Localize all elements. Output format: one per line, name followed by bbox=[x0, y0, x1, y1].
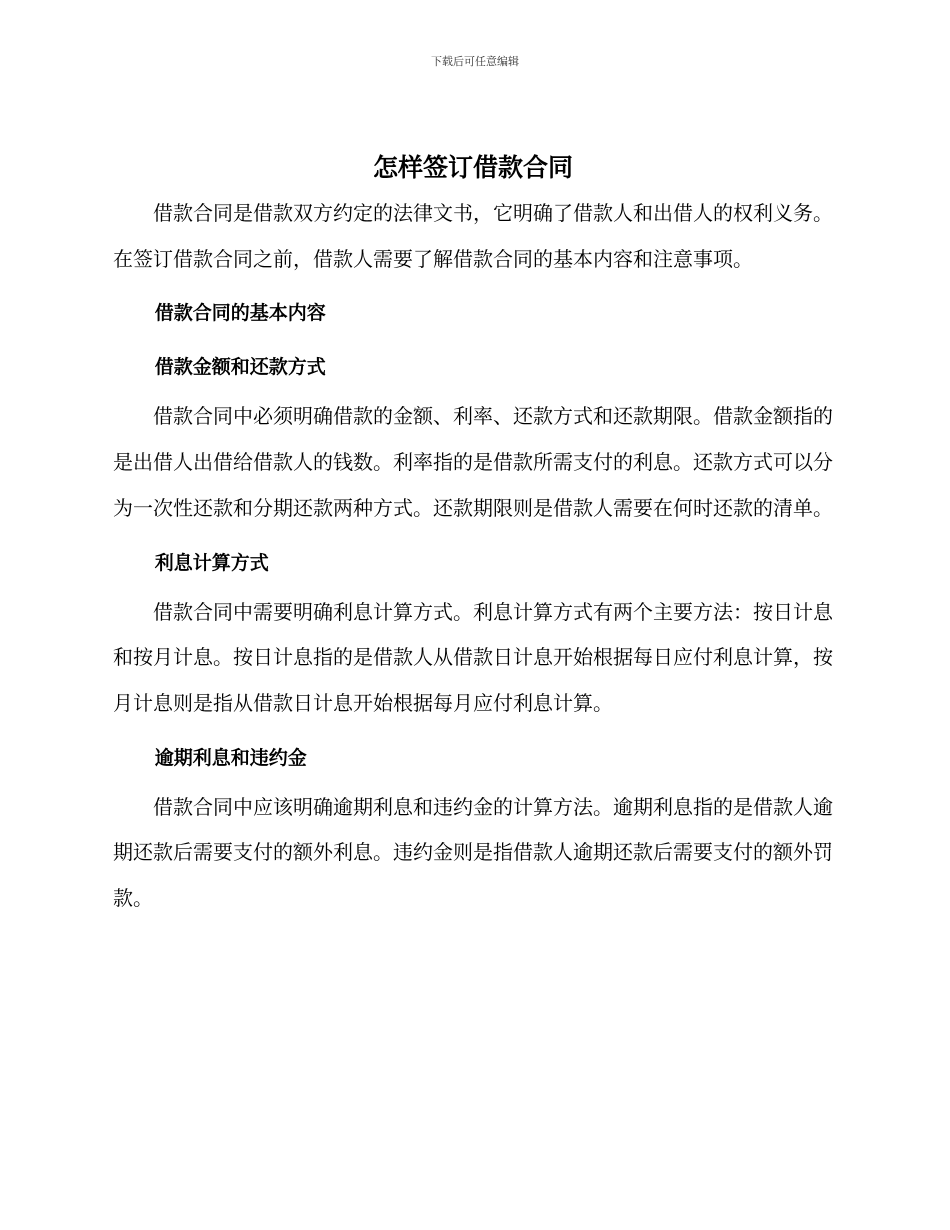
subsection-body-interest: 借款合同中需要明确利息计算方式。利息计算方式有两个主要方法：按日计息和按月计息。按日计息指的是借款人从借款日计息开始根据每日应付利息计算，按月计息则是指从借款日计息开始根据每月应付利息计算。 bbox=[113, 599, 833, 715]
document-body bbox=[113, 148, 833, 922]
intro-paragraph: 借款合同是借款双方约定的法律文书，它明确了借款人和出借人的权利义务。在签订借款合同之前，借款人需要了解借款合同的基本内容和注意事项。 bbox=[113, 201, 833, 271]
subsection-heading-amount: 借款金额和还款方式 bbox=[154, 356, 326, 379]
document-title: 怎样签订借款合同 bbox=[372, 153, 573, 182]
section-heading: 借款合同的基本内容 bbox=[154, 302, 326, 325]
page-header-note: 下载后可任意编辑 bbox=[431, 55, 519, 68]
subsection-body-amount: 借款合同中必须明确借款的金额、利率、还款方式和还款期限。借款金额指的是出借人出借给借款人的钱数。利率指的是借款所需支付的利息。还款方式可以分为一次性还款和分期还款两种方式。还款期限则是借款人需要在何时还款的清单。 bbox=[113, 404, 833, 520]
subsection-heading-interest: 利息计算方式 bbox=[154, 551, 269, 574]
subsection-heading-penalty: 逾期利息和违约金 bbox=[154, 746, 307, 769]
subsection-body-penalty: 借款合同中应该明确逾期利息和违约金的计算方法。逾期利息指的是借款人逾期还款后需要支付的额外利息。违约金则是指借款人逾期还款后需要支付的额外罚款。 bbox=[113, 794, 833, 911]
